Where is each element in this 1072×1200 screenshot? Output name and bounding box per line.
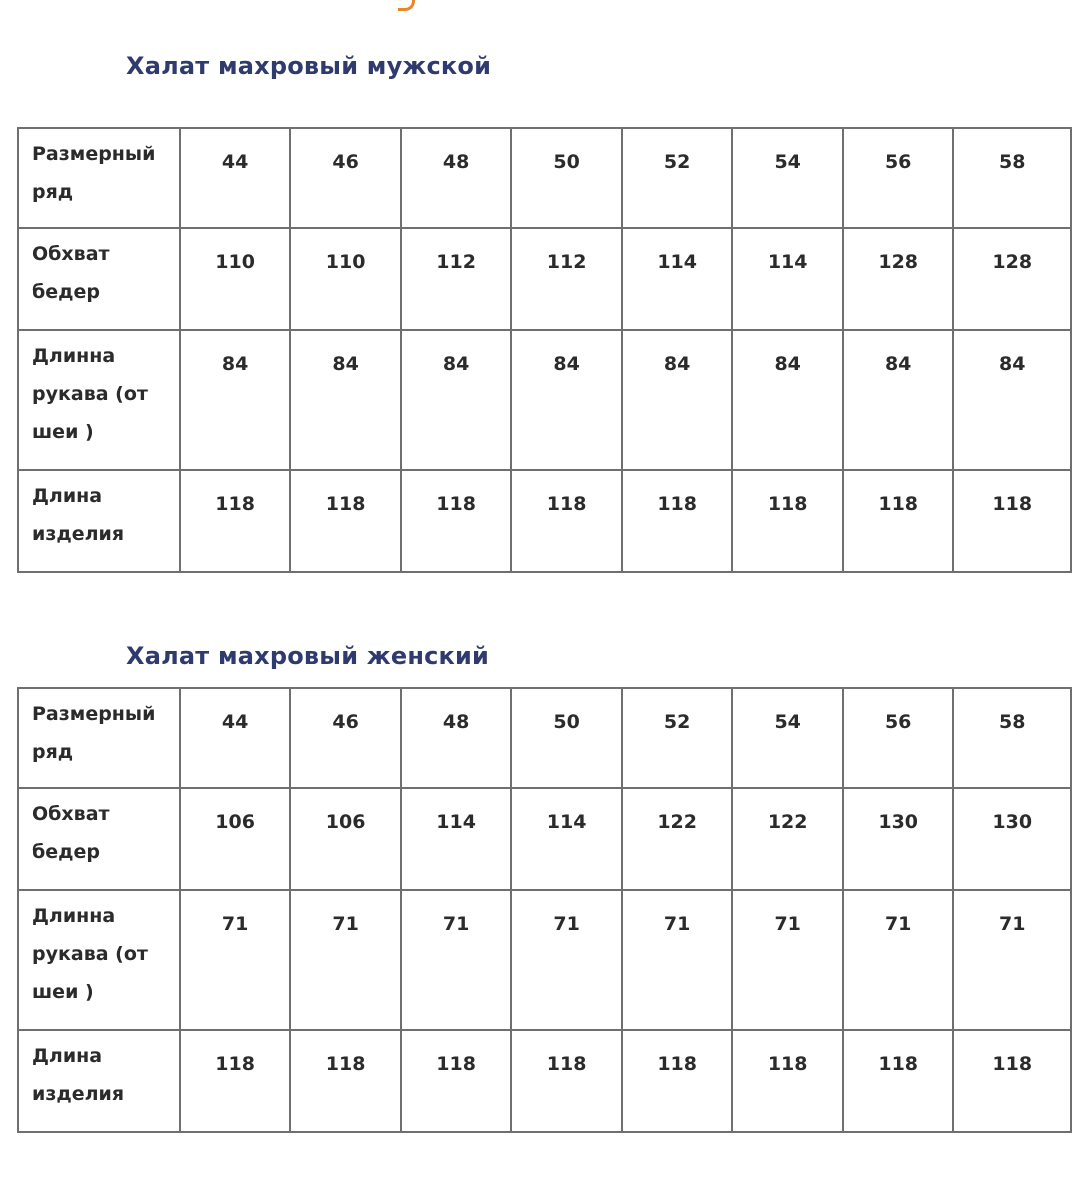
cell-value: 44 (221, 711, 249, 733)
cell-value: 56 (884, 151, 912, 173)
cell-value: 71 (442, 913, 470, 935)
row-label: Длина изделия (18, 470, 180, 572)
table-cell (622, 128, 733, 228)
table-cell (401, 330, 512, 470)
cell-value: 114 (767, 251, 808, 273)
cell-value: 84 (663, 353, 691, 375)
cell-value: 128 (992, 251, 1033, 273)
cell-value: 114 (657, 251, 697, 273)
table-cell (953, 788, 1071, 890)
table-cell (511, 688, 622, 788)
table-cell (732, 890, 843, 1030)
cell-value: 71 (884, 913, 912, 935)
table-cell (511, 890, 622, 1030)
table-cell (843, 330, 954, 470)
table-cell (511, 788, 622, 890)
table-cell (180, 330, 291, 470)
cell-value: 118 (992, 493, 1033, 515)
cell-value: 50 (553, 151, 580, 173)
cell-value: 54 (774, 711, 801, 733)
cell-value: 118 (546, 1053, 587, 1075)
table-cell (732, 470, 843, 572)
cell-value: 106 (215, 811, 255, 833)
row-label: Размерный ряд (18, 128, 180, 228)
table-cell (622, 228, 733, 330)
table-cell (953, 128, 1071, 228)
cell-value: 44 (221, 151, 249, 173)
item-length-row (18, 470, 1071, 572)
cell-value: 54 (774, 151, 801, 173)
table-cell (401, 890, 512, 1030)
cell-value: 52 (663, 151, 691, 173)
row-label: Длина изделия (18, 1030, 180, 1132)
table-cell (622, 788, 733, 890)
cell-value: 118 (325, 1053, 366, 1075)
cell-value: 46 (332, 711, 359, 733)
table-cell (843, 788, 954, 890)
cell-value: 112 (436, 251, 476, 273)
cell-value: 110 (215, 251, 255, 273)
table-cell (843, 688, 954, 788)
cell-value: 58 (998, 151, 1026, 173)
cell-value: 58 (998, 711, 1026, 733)
table-cell (290, 330, 401, 470)
table-cell (290, 890, 401, 1030)
cell-value: 84 (998, 353, 1026, 375)
table-cell (401, 788, 512, 890)
table-cell (180, 470, 291, 572)
cell-value: 118 (878, 493, 919, 515)
table-cell (622, 1030, 733, 1132)
cell-value: 110 (325, 251, 366, 273)
cell-value: 118 (767, 493, 808, 515)
cell-value: 71 (553, 913, 580, 935)
womens-robe-title: Халат махровый женский (126, 642, 490, 670)
orange-accent-mark (398, 0, 415, 11)
table-cell (511, 330, 622, 470)
table-cell (290, 128, 401, 228)
cell-value: 118 (546, 493, 587, 515)
cell-value: 118 (878, 1053, 919, 1075)
table-cell (953, 330, 1071, 470)
cell-value: 122 (767, 811, 808, 833)
row-label: Обхват бедер (18, 788, 180, 890)
cell-value: 52 (663, 711, 691, 733)
row-label: Длинна рукава (от шеи ) (18, 330, 180, 470)
table-cell (180, 688, 291, 788)
cell-value: 84 (221, 353, 249, 375)
cell-value: 118 (992, 1053, 1033, 1075)
cell-value: 114 (546, 811, 587, 833)
sleeve-length-row (18, 330, 1071, 470)
table-cell (401, 470, 512, 572)
cell-value: 128 (878, 251, 919, 273)
cell-value: 118 (767, 1053, 808, 1075)
cell-value: 46 (332, 151, 359, 173)
table-cell (290, 688, 401, 788)
table-cell (180, 1030, 291, 1132)
table-cell (622, 470, 733, 572)
table-cell (732, 1030, 843, 1132)
cell-value: 114 (436, 811, 476, 833)
cell-value: 118 (436, 1053, 476, 1075)
table-cell (953, 890, 1071, 1030)
cell-value: 106 (325, 811, 366, 833)
cell-value: 84 (332, 353, 359, 375)
cell-value: 71 (332, 913, 359, 935)
table-cell (511, 128, 622, 228)
row-label: Длинна рукава (от шеи ) (18, 890, 180, 1030)
cell-value: 71 (774, 913, 801, 935)
cell-value: 48 (442, 151, 470, 173)
cell-value: 118 (215, 493, 255, 515)
table-cell (843, 128, 954, 228)
table-cell (953, 228, 1071, 330)
cell-value: 118 (657, 493, 697, 515)
table-cell (180, 890, 291, 1030)
cell-value: 84 (884, 353, 912, 375)
cell-value: 112 (546, 251, 587, 273)
cell-value: 71 (221, 913, 249, 935)
table-cell (843, 1030, 954, 1132)
cell-value: 118 (215, 1053, 255, 1075)
table-cell (953, 688, 1071, 788)
table-cell (511, 470, 622, 572)
table-cell (511, 228, 622, 330)
item-length-row (18, 1030, 1071, 1132)
hip-girth-row (18, 788, 1071, 890)
cell-value: 130 (878, 811, 919, 833)
cell-value: 122 (657, 811, 697, 833)
table-cell (511, 1030, 622, 1132)
table-cell (401, 688, 512, 788)
womens-size-table (17, 687, 1072, 1133)
cell-value: 71 (663, 913, 691, 935)
table-cell (180, 788, 291, 890)
table-cell (290, 788, 401, 890)
cell-value: 84 (442, 353, 470, 375)
table-cell (401, 128, 512, 228)
cell-value: 84 (774, 353, 801, 375)
table-cell (732, 228, 843, 330)
table-cell (843, 890, 954, 1030)
table-cell (843, 228, 954, 330)
cell-value: 130 (992, 811, 1033, 833)
cell-value: 84 (553, 353, 580, 375)
size-range-row (18, 688, 1071, 788)
mens-robe-title: Халат махровый мужской (126, 52, 492, 80)
table-cell (732, 128, 843, 228)
cell-value: 118 (436, 493, 476, 515)
table-cell (953, 1030, 1071, 1132)
cell-value: 118 (325, 493, 366, 515)
table-cell (290, 470, 401, 572)
size-range-row (18, 128, 1071, 228)
cell-value: 48 (442, 711, 470, 733)
row-label: Размерный ряд (18, 688, 180, 788)
table-cell (622, 330, 733, 470)
sleeve-length-row (18, 890, 1071, 1030)
table-cell (401, 228, 512, 330)
cell-value: 71 (998, 913, 1026, 935)
mens-size-table (17, 127, 1072, 573)
cell-value: 50 (553, 711, 580, 733)
table-cell (180, 128, 291, 228)
table-cell (732, 788, 843, 890)
cell-value: 56 (884, 711, 912, 733)
cell-value: 118 (657, 1053, 697, 1075)
table-cell (953, 470, 1071, 572)
table-cell (622, 890, 733, 1030)
hip-girth-row (18, 228, 1071, 330)
row-label: Обхват бедер (18, 228, 180, 330)
table-cell (622, 688, 733, 788)
table-cell (290, 1030, 401, 1132)
table-cell (401, 1030, 512, 1132)
table-cell (180, 228, 291, 330)
table-cell (732, 330, 843, 470)
table-cell (290, 228, 401, 330)
table-cell (732, 688, 843, 788)
table-cell (843, 470, 954, 572)
